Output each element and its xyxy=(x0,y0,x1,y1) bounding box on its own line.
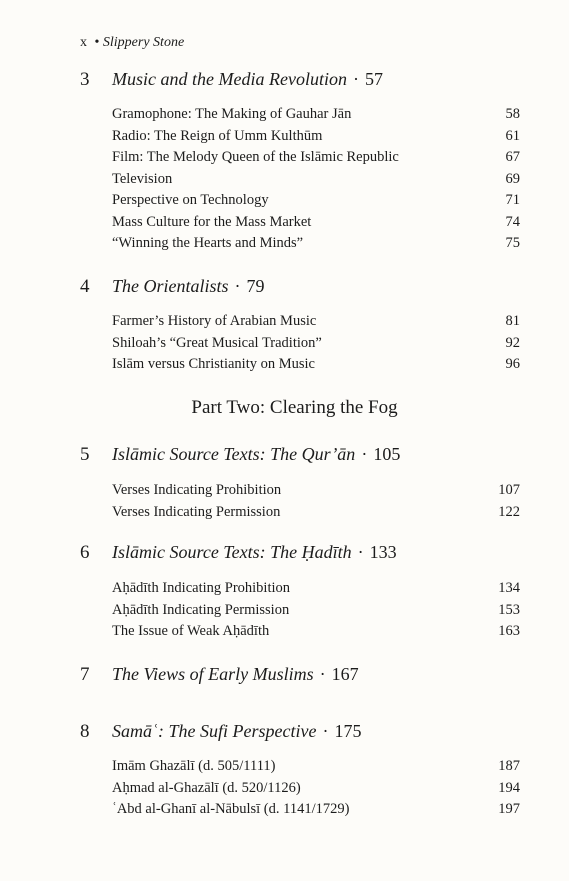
chapter-title: The Orientalists xyxy=(112,276,229,296)
toc-entry[interactable] xyxy=(112,778,520,800)
entry-page: 71 xyxy=(505,192,520,208)
chapter-title: The Views of Early Muslims xyxy=(112,664,314,684)
entry-label: Aḥādīth Indicating Permission xyxy=(112,601,290,618)
entry-page: 153 xyxy=(498,601,520,618)
chapter-entries xyxy=(112,756,520,821)
running-head xyxy=(80,35,184,51)
entry-page: 96 xyxy=(505,356,520,372)
entry-page: 107 xyxy=(498,482,520,498)
entry-page: 194 xyxy=(498,779,520,796)
toc-entry[interactable] xyxy=(112,169,520,191)
chapter-4 xyxy=(80,275,520,372)
toc-entry[interactable] xyxy=(112,480,520,502)
entry-label: Verses Indicating Permission xyxy=(112,503,281,520)
chapter-entries xyxy=(112,578,520,643)
chapter-number: 5 xyxy=(80,444,90,465)
chapter-8 xyxy=(80,720,520,817)
chapter-title: Islāmic Source Texts: The Qur’ān xyxy=(112,444,356,464)
entry-label: Farmer’s History of Arabian Music xyxy=(112,313,317,329)
toc-entry[interactable] xyxy=(112,502,520,524)
entry-page: 67 xyxy=(505,149,520,165)
entry-page: 197 xyxy=(498,801,520,817)
entry-label: Film: The Melody Queen of the Islāmic Republic xyxy=(112,149,399,165)
entry-label: Gramophone: The Making of Gauhar Jān xyxy=(112,106,352,122)
toc-entry[interactable] xyxy=(112,354,520,376)
entry-page: 69 xyxy=(505,170,520,187)
toc-entry[interactable] xyxy=(112,600,520,622)
toc-entry[interactable] xyxy=(112,311,520,333)
chapter-number: 7 xyxy=(80,664,90,685)
chapter-number: 3 xyxy=(80,69,90,90)
chapter-separator: · xyxy=(234,276,241,296)
chapter-page: 79 xyxy=(246,276,265,296)
entry-page: 134 xyxy=(498,580,520,596)
chapter-page: 175 xyxy=(334,721,362,741)
entry-page: 58 xyxy=(505,106,520,122)
entry-label: “Winning the Hearts and Minds” xyxy=(112,235,304,251)
bullet: • xyxy=(94,35,100,50)
toc-entry[interactable] xyxy=(112,233,520,255)
chapter-separator: · xyxy=(322,721,329,741)
toc-entry[interactable] xyxy=(112,799,520,821)
chapter-7 xyxy=(80,663,520,686)
chapter-separator: · xyxy=(357,542,364,562)
chapter-5 xyxy=(80,443,520,520)
toc-entry[interactable] xyxy=(112,212,520,234)
chapter-entries xyxy=(112,104,520,255)
entry-page: 122 xyxy=(498,503,520,520)
chapter-number: 6 xyxy=(80,542,90,563)
chapter-page: 105 xyxy=(373,444,401,464)
chapter-number: 8 xyxy=(80,721,90,742)
toc-entry[interactable] xyxy=(112,621,520,643)
entry-label: Television xyxy=(112,170,173,187)
chapter-page: 133 xyxy=(369,542,397,562)
chapter-page: 167 xyxy=(331,664,359,684)
entry-label: Perspective on Technology xyxy=(112,192,269,208)
entry-label: Mass Culture for the Mass Market xyxy=(112,213,312,230)
toc-entry[interactable] xyxy=(112,756,520,778)
entry-page: 81 xyxy=(505,313,520,329)
toc-entry[interactable] xyxy=(112,333,520,355)
chapter-3 xyxy=(80,68,520,251)
chapter-title: Samāʿ: The Sufi Perspective xyxy=(112,721,317,741)
chapter-title: Music and the Media Revolution xyxy=(112,69,347,89)
entry-label: Imām Ghazālī (d. 505/1111) xyxy=(112,758,276,774)
page-folio: x xyxy=(80,35,87,50)
chapter-separator: · xyxy=(352,69,359,89)
entry-label: Radio: The Reign of Umm Kulthūm xyxy=(112,127,323,144)
chapter-entries xyxy=(112,480,520,523)
chapter-6 xyxy=(80,541,520,639)
entry-label: Aḥādīth Indicating Prohibition xyxy=(112,580,291,596)
chapter-title: Islāmic Source Texts: The Ḥadīth xyxy=(112,542,352,562)
entry-page: 92 xyxy=(505,334,520,351)
chapter-page: 57 xyxy=(364,69,383,89)
chapter-separator: · xyxy=(361,444,368,464)
entry-label: The Issue of Weak Aḥādīth xyxy=(112,623,270,639)
entry-label: Islām versus Christianity on Music xyxy=(112,356,315,372)
entry-page: 75 xyxy=(505,235,520,251)
toc-entry[interactable] xyxy=(112,147,520,169)
toc-entry[interactable] xyxy=(112,190,520,212)
part-heading: Part Two: Clearing the Fog xyxy=(191,397,398,418)
entry-page: 61 xyxy=(505,127,520,144)
toc-entry[interactable] xyxy=(112,126,520,148)
book-title: Slippery Stone xyxy=(102,35,185,50)
entry-page: 74 xyxy=(505,213,520,230)
toc-entry[interactable] xyxy=(112,578,520,600)
entry-label: Shiloah’s “Great Musical Tradition” xyxy=(112,334,322,351)
entry-page: 163 xyxy=(498,623,520,639)
chapter-separator: · xyxy=(319,664,326,684)
entry-label: Verses Indicating Prohibition xyxy=(112,482,282,498)
entry-page: 187 xyxy=(498,758,520,774)
toc-entry[interactable] xyxy=(112,104,520,126)
entry-label: ʿAbd al-Ghanī al-Nābulsī (d. 1141/1729) xyxy=(112,801,350,817)
chapter-entries xyxy=(112,311,520,376)
chapter-number: 4 xyxy=(80,276,90,297)
entry-label: Aḥmad al-Ghazālī (d. 520/1126) xyxy=(112,779,301,796)
